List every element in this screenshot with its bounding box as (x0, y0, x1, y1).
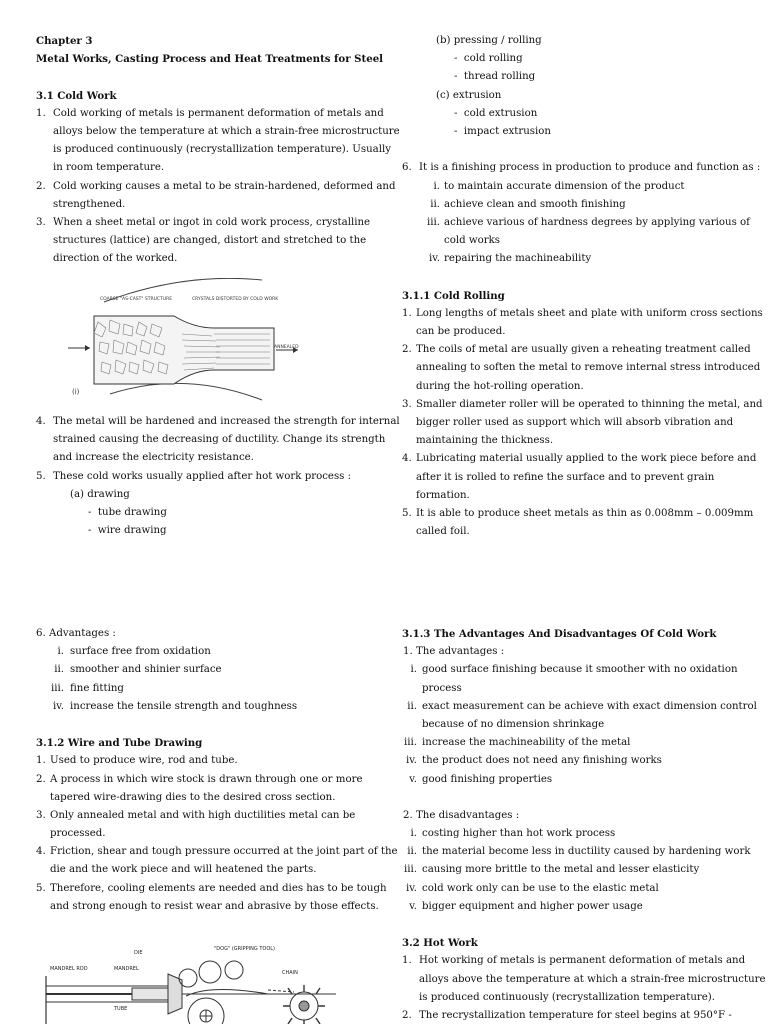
list-item: iv. cold work only can be use to the elastic metal (405, 882, 659, 894)
list-item: - thread rolling (454, 71, 536, 83)
list-item: 1. Hot working of metals is permanent deformation of metals and alloys above the temperature at which a strain-free microstructure is produced continuously (recrystallization temperature). (402, 955, 766, 1003)
list-item: 3. Only annealed metal and with high ductilities metal can be processed. (36, 809, 356, 840)
tube-drawing-figure (36, 934, 366, 1024)
tube-drawing-diagram (36, 934, 366, 1024)
list-item: iii. fine fitting (50, 682, 124, 694)
pressing-label: (b) pressing / rolling (436, 35, 542, 46)
hot-work-heading: 3.2 Hot Work (402, 937, 478, 950)
list-item: 1. Long lengths of metals sheet and plate with uniform cross sections can be produced. (402, 307, 763, 338)
list-item: 2. The recrystallization temperature for steel begins at 950°F - (402, 1009, 732, 1021)
list-item: iv. repairing the machineability (428, 253, 592, 265)
list-item: 3. When a sheet metal or ingot in cold work process, crystalline structures (lattice) are changed, distort and stretched to the direction of the worked. (36, 216, 371, 265)
label-die: DIE (134, 950, 143, 956)
list-item: 4. Friction, shear and tough pressure occurred at the joint part of the die and the work piece and will heatened the parts. (36, 846, 398, 876)
list-item: ii. the material become less in ductility caused by hardening work (407, 846, 751, 858)
disadvantages-subtitle: 2. The disadvantages : (403, 809, 520, 821)
list-item: i. costing higher than hot work process (410, 828, 616, 840)
list-item: 3. Smaller diameter roller will be operated to thinning the metal, and bigger roller used as support which will absorb vibration and maintaining the thickness. (402, 398, 763, 447)
label-tube: TUBE (114, 1006, 128, 1012)
figure-label-distorted: CRYSTALS DISTORTED BY COLD WORK (192, 297, 279, 302)
cold-rolling-heading: 3.1.1 Cold Rolling (402, 289, 505, 302)
label-chain: CHAIN (282, 970, 298, 976)
list-item: 2. The coils of metal are usually given a reheating treatment called annealing to soften the metal to remove internal stress introduced during the hot-rolling operation. (402, 344, 761, 392)
left-column-mid (36, 413, 400, 540)
figure-label-annealed: ANNEALED (274, 345, 299, 350)
list-item: i. to maintain accurate dimension of the product (433, 180, 685, 192)
adv-disadv-heading: 3.1.3 The Advantages And Disadvantages Of Cold Work (402, 628, 717, 640)
label-mandrel: MANDREL (114, 966, 139, 972)
finishing-item: 6. It is a finishing process in production to produce and function as : (402, 162, 761, 174)
list-item: - cold rolling (454, 53, 523, 65)
list-item: ii. exact measurement can be achieve with exact dimension control (407, 700, 757, 712)
label-dog: "DOG" (GRIPPING TOOL) (214, 946, 275, 952)
list-item: iv. increase the tensile strength and toughness (52, 700, 298, 712)
cold-rolling-list (402, 305, 763, 542)
wire-tube-heading: 3.1.2 Wire and Tube Drawing (36, 737, 203, 750)
list-item: - cold extrusion (454, 107, 538, 119)
list-item: 2. A process in which wire stock is drawn through one or more tapered wire-drawing dies to the desired cross section. (36, 773, 363, 803)
right-column-bottom: 3.1.3 The Advantages And Disadvantages Of Cold Work 1. The advantages : i. good surface finishing because it smoother with no oxidation process ii. exact measurement can be achieve with exact dimension control because of no dimension shrinkage iii. increase the machineability of the metal iv. the product does not need any finishing works v. good finishing properties 2. The disadvantages : i. costing higher than hot work process ii. the material become less in ductility caused by hardening work iii. causing more brittle to the metal and lesser elasticity iv. cold work only can be use to the elastic metal v. bigger equipment and higher power usage 3.2 Hot Work 1. Hot working of metals is permanent deformation of metals and alloys above the temperature at which a strain-free microstructure is produced continuously (recrystallization temperature). 2. The recrystallization temperature for steel begins at 950°F - (402, 625, 747, 1025)
chapter-label: Chapter 3 (36, 35, 93, 47)
list-item: v. good finishing properties (409, 773, 553, 785)
left-column-top (36, 32, 400, 269)
list-item: - impact extrusion (454, 125, 551, 137)
figure-label-i: (i) (72, 388, 80, 396)
list-item: iii. causing more brittle to the metal and lesser elasticity (403, 864, 700, 876)
list-item: 5. Therefore, cooling elements are needed and dies has to be tough and strong enough to resist wear and abrasive by those effects. (36, 882, 387, 912)
advantages-title: 6. Advantages : (36, 628, 116, 639)
right-column-top: (b) pressing / rolling - cold rolling - thread rolling (c) extrusion - cold extrusion - impact extrusion 6. It is a finishing process in production to produce and function as : i. to maintain accurate dimension of the product ii. achieve clean and smooth finishing iii. achieve various of hardness degrees by applying various of cold works iv. repairing the machineability 3.1.1 Cold Rolling 1. Long lengths of metals sheet and plate with uniform cross sections can be produced. 2. The coils of metal are usually given a reheating treatment called annealing to soften the metal to remove internal stress introduced during the hot-rolling operation. 3. Smaller diameter roller will be operated to thinning the metal, and bigger roller used as support which will absorb vibration and maintaining the thickness. 4. Lubricating material usually applied to the work piece before and after it is rolled to refine the surface and to prevent grain formation. 5. It is able to produce sheet metals as thin as 0.008mm – 0.009mm called foil. (402, 32, 742, 541)
list-item: - wire drawing (88, 525, 167, 537)
list-item: 5. It is able to produce sheet metals as thin as 0.008mm – 0.009mm called foil. (402, 507, 754, 538)
list-item: 4. Lubricating material usually applied to the work piece before and after it is rolled to refine the surface and to prevent grain formation. (402, 453, 757, 501)
list-item: 2. Cold working causes a metal to be strain-hardened, deformed and strengthened. (36, 180, 396, 210)
list-item: 5. These cold works usually applied after hot work process : (36, 470, 352, 482)
list-item: ii. achieve clean and smooth finishing (430, 198, 626, 210)
list-item: i. good surface finishing because it smoother with no oxidation (410, 664, 738, 676)
list-item: ii. smoother and shinier surface (54, 664, 222, 676)
list-item: - tube drawing (88, 506, 167, 518)
advantages-subtitle: 1. The advantages : (403, 646, 505, 658)
wire-tube-list (36, 752, 398, 916)
figure-label-coarse: COARSE "AS-CAST" STRUCTURE (100, 297, 173, 302)
cold-work-list (36, 105, 400, 269)
cold-work-figure (64, 278, 304, 402)
list-item: iv. the product does not need any finishing works (405, 755, 662, 767)
list-item: 1. Used to produce wire, rod and tube. (36, 755, 238, 767)
list-item: i. surface free from oxidation (57, 646, 211, 658)
cold-work-heading: 3.1 Cold Work (36, 89, 117, 102)
label-mandrel-rod: MANDREL ROD (50, 966, 88, 972)
list-item: 1. Cold working of metals is permanent deformation of metals and alloys below the temperature at which a strain-free microstructure is produced continuously (recrystallization temperature). Usually in room temperature. (36, 107, 400, 174)
extrusion-label: (c) extrusion (436, 89, 502, 101)
list-item: iii. increase the machineability of the metal (403, 737, 631, 749)
hot-work-list (402, 952, 766, 1025)
cold-work-diagram (64, 278, 304, 402)
list-item: v. bigger equipment and higher power usage (409, 900, 643, 912)
left-column-bottom (36, 625, 398, 916)
drawing-label: (a) drawing (70, 488, 130, 500)
list-item: iii. achieve various of hardness degrees by applying various of (426, 216, 750, 228)
chapter-title: Metal Works, Casting Process and Heat Treatments for Steel (36, 53, 384, 66)
list-item: 4. The metal will be hardened and increased the strength for internal strained causing the decreasing of ductility. Change its strength and increase the electricity resistance. (36, 416, 400, 464)
